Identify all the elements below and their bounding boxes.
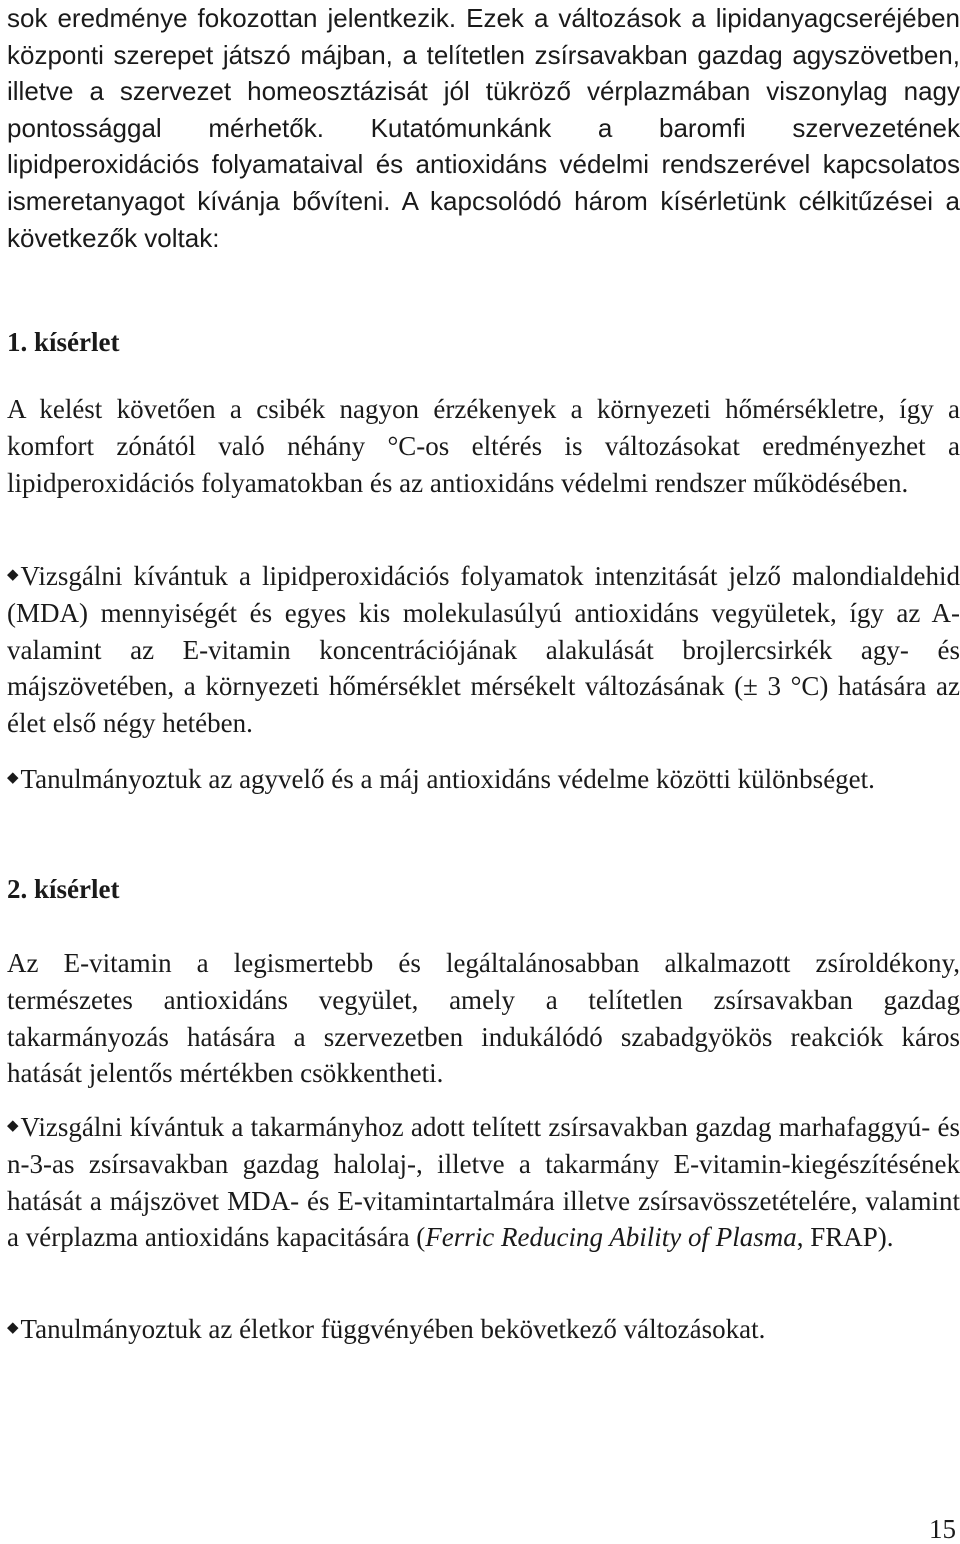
bullet-icon: ◆ (7, 1320, 19, 1336)
experiment-2-bullet-1 (7, 1108, 960, 1256)
bullet-icon: ◆ (7, 1118, 19, 1134)
bullet-icon: ◆ (7, 770, 19, 786)
experiment-1-bullet-1 (7, 557, 960, 742)
bullet-text: Vizsgálni kívántuk a lipidperoxidációs folyamatok intenzitását jelző malondialdehid (MDA) mennyiségét és egyes kis molekulasúlyú antioxidáns vegyületek, így az A- valamint az E-vitamin koncentrációjának alakulását brojlercsirkék agy- és májszövetében, a környezeti hőmérséklet mérsékelt változásának (± 3 °C) hatására az élet első négy hetében. (7, 561, 960, 739)
experiment-2-paragraph: Az E-vitamin a legismertebb és legáltalánosabban alkalmazott zsíroldékony, természetes antioxidáns vegyület, amely a telítetlen zsírsavakban gazdag takarmányozás hatására a szervezetben indukálódó szabadgyökös reakciók káros hatását jelentős mértékben csökkentheti. (7, 948, 960, 1089)
bullet-text: Tanulmányoztuk az agyvelő és a máj antioxidáns védelme közötti különbséget. (20, 764, 875, 794)
bullet-text-start: Vizsgálni kívántuk a takarmányhoz adott telített zsírsavakban gazdag marhafaggyú- és n-3-as zsírsavakban gazdag halolaj-, illetve a takarmány E-vitamin-kiegészítésének hatását a májszövet MDA- és E-vitamintartalmára illetve zsírsavösszetételére, valamint a vérplazma antioxidáns kapacitására ( (7, 1112, 960, 1253)
bullet-text-end: , FRAP). (796, 1222, 894, 1253)
bullet-text: Tanulmányoztuk az életkor függvényében bekövetkező változásokat. (20, 1314, 766, 1344)
experiment-1-bullet-2 (7, 760, 960, 798)
bullet-text-italic: Ferric Reducing Ability of Plasma (425, 1222, 797, 1253)
experiment-2-bullet-2 (7, 1310, 960, 1348)
bullet-icon: ◆ (7, 567, 19, 583)
experiment-1-paragraph: A kelést követően a csibék nagyon érzékenyek a környezeti hőmérsékletre, így a komfort zónától való néhány °C-os eltérés is változásokat eredményezhet a lipidperoxidációs folyamatokban és az antioxidáns védelmi rendszer működésében. (7, 394, 960, 498)
page-number: 15 (929, 1514, 956, 1544)
intro-paragraph: sok eredménye fokozottan jelentkezik. Ezek a változások a lipidanyagcseréjében központi szerepet játszó májban, a telítetlen zsírsavakban gazdag agyszövetben, illetve a szervezet homeosztázisát jól tükröző vérplazmában viszonylag nagy pontossággal mérhetők. Kutatómunkánk a baromfi szervezetének lipidperoxidációs folyamataival és antioxidáns védelmi rendszerével kapcsolatos ismeretanyagot kívánja bővíteni. A kapcsolódó három kísérletünk célkitűzései a következők voltak: (7, 3, 960, 253)
experiment-2-heading: 2. kísérlet (7, 874, 120, 904)
experiment-1-heading: 1. kísérlet (7, 327, 120, 357)
